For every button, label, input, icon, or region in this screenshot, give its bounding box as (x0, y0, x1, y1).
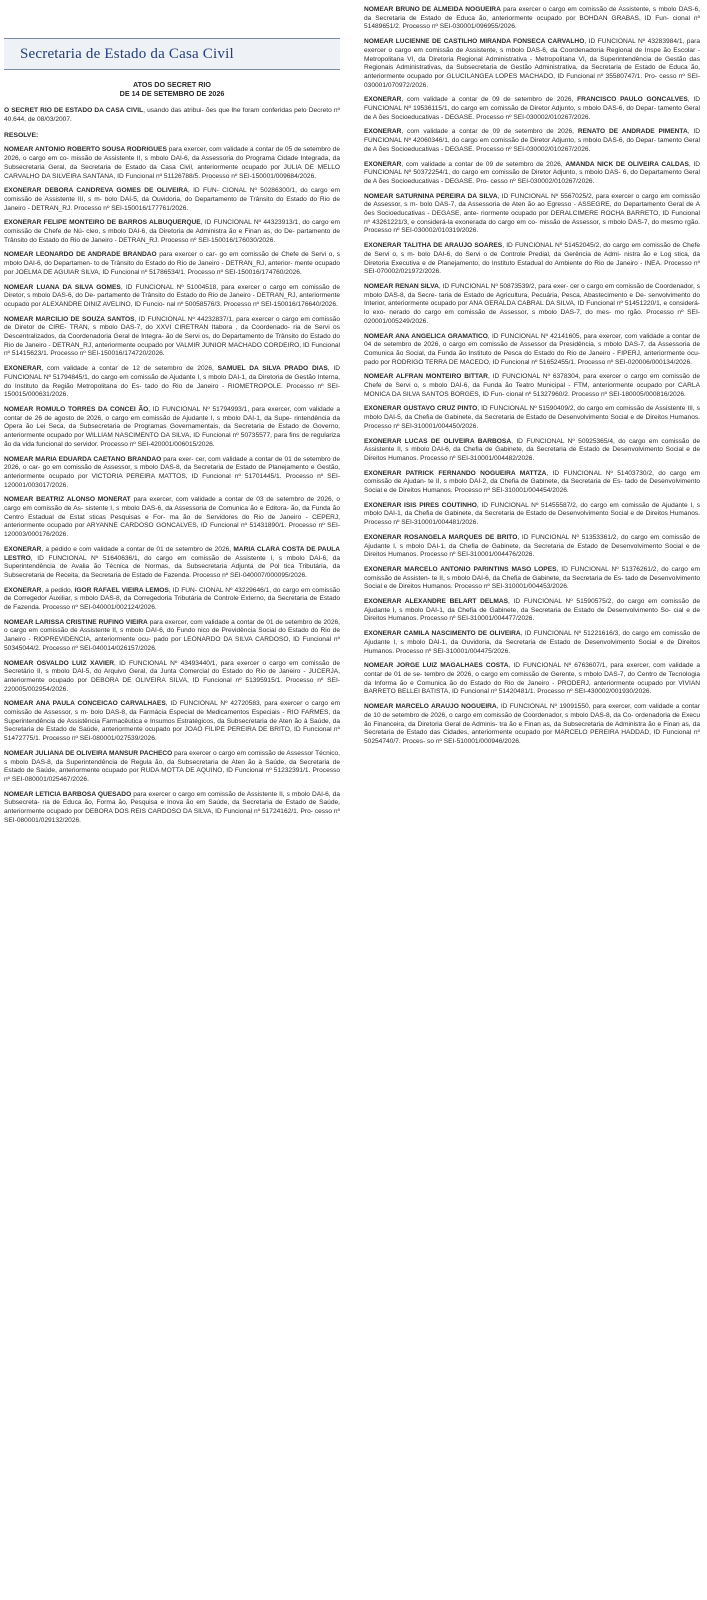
act-heading: NOMEAR RENAN SILVA (364, 282, 439, 290)
act-heading: EXONERAR GUSTAVO CRUZ PINTO (364, 405, 478, 413)
act-text: , ID FUNCIONAL Nº 51794993/1, para exercer, com validade a contar de 26 de agosto de 2026, o cargo em comissão de Ajudante I, s mbolo DAI-1, da Supe- rintendência da Opera ão Lei Seca, da Subsecretaria de Programas Governamentais, da Secretaria de Estado de Governo, anteriormente ocupado por WILLIAM NASCIMENTO DA SILVA, ID Funcional nº 50735577, para fins de regulariza ão da vida funcional do servidor. Processo nº SEI-420001/006015/2026. (4, 405, 340, 448)
act-paragraph (4, 187, 340, 213)
act-text: , ID FUNCIONAL Nº 51452045/2, do cargo em comissão de Chefe de Servi o, s m- bolo DAI-6, do Servi o de Controle Predial, da Gerência de Admi- nistra ão e Log stica, da Diretoria Executiva e de Planejamento, do Instituto Estadual do Ambiente do Rio de Janeiro - INEA. Processo nº SEI-070002/021972/2026. (364, 242, 700, 276)
act-paragraph (364, 161, 700, 187)
act-paragraph (364, 128, 700, 154)
act-heading: NOMEAR MARCELO ARAUJO NOGUEIRA (364, 703, 497, 711)
act-text: , ID FUNCIONAL Nº 51455587/2, do cargo em comissão de Ajudante I, s mbolo DAI-1, da Chefia de Gabinete, da Secretaria de Estado de Desenvolvimento Social e de Direitos Humanos. Processo nº SEI-310001/004481/2026. (364, 501, 700, 527)
preamble-text: , usando das atribui- ões que lhe foram conferidas pelo Decreto nº 40.644, de 08/03/2007. (4, 107, 340, 123)
act-text: , ID FUNCIONAL Nº 6378304, para exercer o cargo em comissão de Chefe de Servi o, s mbolo DAI-6, da Funda ão Teatro Municipal - FTM, anteriormente ocupado por CARLA MONICA DA SILVA SANTOS BORGES, ID Fun- cional nº 51327960/2. Processo nº SEI-180005/000816/2026. (364, 373, 701, 398)
act-name: IGOR RAFAEL VIEIRA LEMOS (74, 586, 169, 594)
act-paragraph (4, 791, 340, 826)
act-heading: NOMEAR ANA PAULA CONCEICAO CARVALHAES (4, 700, 166, 708)
act-heading: EXONERAR ALEXANDRE BELART DELMAS (364, 598, 508, 606)
act-paragraph (4, 587, 340, 613)
act-text: para exercer, com validade a contar de 01 de setembro de 2026, o cargo em comissão de Assistente II, s mbolo DAI-6, do Fundo nico de Previdência Social do Estado do Rio de Janeiro - RIOPREVIDENCIA, anteriormente ocu- pado por LEONARDO DA SILVA CARDOSO, ID Funcional nº 50345044/2. Processo nº SEI-040014/026157/2026. (4, 618, 340, 652)
act-paragraph (364, 405, 700, 431)
act-paragraph (364, 96, 700, 122)
act-heading: NOMEAR MARCILIO DE SOUZA SANTOS (4, 315, 135, 323)
act-text: , ID FUNCIONAL Nº 6763607/1, para exercer, com validade a contar de 01 de se- tembro de 2026, o cargo em comissão de Gerente, s mbolo DAS-7, do Centro de Tecnologia da Informa ão e Comunica ão do Estado do Rio de Janeiro - PRODERJ, anteriormente ocupado por VIVIAN BARRETO BELLEI BATISTA, ID Funcional nº 51420481/1. Processo nº SEI-430002/001930/2026. (364, 662, 700, 696)
act-text: , ID FUNCIONAL Nº 51590575/2, do cargo em comissão de Ajudante I, s mbolo DAI-1, da Chefia de Gabinete, da Secretaria de Estado de Desenvolvimento So- cial e de Direitos Humanos. Processo nº SEI-310001/004477/2026. (364, 598, 701, 623)
act-paragraph (4, 316, 340, 360)
act-paragraph (364, 502, 700, 528)
act-paragraph (364, 470, 700, 496)
act-paragraph (4, 284, 340, 310)
act-paragraph (364, 38, 700, 90)
act-paragraph (4, 219, 340, 245)
act-heading: NOMEAR OSVALDO LUIZ XAVIER (4, 659, 114, 667)
act-paragraph (364, 630, 700, 656)
act-paragraph (364, 703, 700, 747)
act-heading: NOMEAR LEONARDO DE ANDRADE BRANDAO (4, 251, 157, 259)
act-heading: NOMEAR ALFRAN MONTEIRO BITTAR (364, 373, 488, 381)
act-text: para exercer o cargo em comissão de Assistente, s mbolo DAS-6, da Secretaria de Estado de Educa ão, anteriormente ocupado por BOHDAN GRABAS, ID Fun- cional nº 51489651/2. Processo nº SEI-030001/096955/2026. (364, 6, 700, 31)
act-paragraph (364, 438, 700, 464)
act-text: , com validade a contar de 09 de setembro de 2026, (401, 96, 578, 104)
act-paragraph (364, 242, 700, 277)
act-paragraph (364, 598, 700, 624)
act-name: SAMUEL DA SILVA PRADO DIAS (217, 365, 328, 373)
act-heading: NOMEAR ROMULO TORRES DA CONCEI ÃO (4, 405, 149, 413)
act-heading: EXONERAR (4, 365, 42, 373)
act-heading: NOMEAR LUCIENNE DE CASTILHO MIRANDA FONSECA CARVALHO (364, 38, 585, 46)
act-text: , com validade a contar de 09 de setembro de 2026, (401, 128, 578, 136)
department-header (4, 38, 340, 70)
right-column (364, 0, 700, 753)
act-text: para exercer o car- go em comissão de Chefe de Servi o, s mbolo DAI-6, do Departamen- to de Trânsito do Estado do Rio de Janeiro - DETRAN_RJ, anterior- mente ocupado por JOELMA DE AGUIAR SILVA, ID Funcional nº 51786534/1. Processo nº SEI-150016/174760/2026. (4, 251, 341, 276)
act-heading: EXONERAR LUCAS DE OLIVEIRA BARBOSA (364, 437, 512, 445)
act-heading: EXONERAR PATRICK FERNANDO NOGUEIRA MATTZA (364, 469, 547, 477)
act-paragraph (4, 406, 340, 450)
act-text: , ID FUN- CIONAL Nº 43229646/1, do cargo em comissão de Corregedor Auxiliar, s mbolo DAS-8, da Corregedoria Tributária de Controle Externo, da Secretaria de Estado de Fazenda. Processo nº SEI-040001/002124/2026. (4, 586, 340, 612)
right-acts-list (364, 6, 700, 747)
act-paragraph (4, 456, 340, 491)
act-text: , a pedido e com validade a contar de 01 de setembro de 2026, (41, 545, 234, 553)
act-text: para exercer, com validade a contar de 05 de setembro de 2026, o cargo em co- missão de Assistente II, s mbolo DAI-6, da Assessoria do Programa Cidade Integrada, da Subsecretaria Geral, da Secretaria de Estado da Casa Civil, anteriormente ocupado por JULIA DE MELLO CARVALHO DA SILVEIRA SANTANA, ID Funcional nº 51126788/5. Processo nº SEI-150001/009684/2026. (4, 146, 340, 180)
acts-title: ATOS DO SECRET RIO DE 14 DE SETEMBRO DE 2026 (119, 80, 225, 98)
act-text: , ID FUNCIONAL Nº 50372254/1, do cargo em comissão de Diretor Adjunto, s mbolo DAS- 6, do Departamento Geral de A ões Socioeducativas - DEGASE. Pro- cesso nº SEI-030002/010267/2026. (364, 160, 700, 185)
preamble (4, 107, 340, 124)
act-paragraph (364, 534, 700, 560)
act-text: , ID FUNCIONAL Nº 42720583, para exercer o cargo em comissão de Assessor, s m- bolo DAS-8, da Farmácia Especial de Medicamentos Especiais - RIO FARMES, da Superintendência de Assistência Farmacêutica e Insumos Estratégicos, da Subsecretaria de Aten ão à Saúde, da Secretaria de Estado de Saúde, anteriormente ocupado por JOAO FILIPE PEREIRA DE BRITO, ID Funcional nº 51472775/1. Processo nº SEI-080001/027539/2026. (4, 700, 340, 743)
act-text: para exer- cer, com validade a contar de 01 de setembro de 2026, o car- go em comissão de Assessor, s mbolo DAS-8, da Secretaria de Estado de Planejamento e Gestão, anteriormente ocupado por VICTORIA PEREIRA MATTOS, ID Funcional nº 51701445/1. Processo nº SEI-120001/003017/2026. (4, 455, 340, 489)
act-heading: EXONERAR FELIPE MONTEIRO DE BARROS ALBUQUERQUE (4, 219, 201, 227)
act-heading: EXONERAR (364, 160, 402, 168)
act-text: , ID FUNCIONAL Nº 51794845/1, do cargo em comissão de Ajudante I, s mbolo DAI-1, da Diretoria de Gestão Interna, do Instituto da Região Metropolitana do Es- tado do Rio de Janeiro - RIOMETROPOLE. Processo nº SEI-150015/000631/2026. (4, 365, 340, 399)
act-heading: NOMEAR BRUNO DE ALMEIDA NOGUEIRA (364, 6, 501, 13)
act-paragraph (364, 6, 700, 32)
act-text: , ID FUNCIONAL Nº 50873539/2, para exer- cer o cargo em comissão de Coordenador, s mbolo DAS-8, da Secre- taria de Estado de Agricultura, Pecuária, Pesca, Abastecimento e De- senvolvimento do Interior, anteriormente ocupado por ANA GERALDA CABRAL DA SILVA, ID Funcional nº 51451220/1, e considerá-lo exo- nerado do cargo em comissão de Assessor, s mbolo DAS-7, do mes- mo rgão. Processo nº SEI-020001/005249/2026. (364, 282, 700, 325)
act-text: , ID FUNCIONAL Nº 50925365/4, do cargo em comissão de Assistente II, s mbolo DAI-6, da Chefia de Gabinete, da Secretaria de Estado de Desenvolvimento Social e de Direitos Humanos. Processo nº SEI-310001/004482/2026. (364, 437, 701, 462)
act-text: , ID FUNCIONAL Nº 51221616/3, do cargo em comissão de Ajudante I, s mbolo DAI-1, da Ouvidoria, da Secretaria de Estado de Desenvolvimento Social e de Direitos Humanos. Processo nº SEI-310001/004475/2026. (364, 630, 700, 655)
act-heading: EXONERAR MARCELO ANTONIO PARINTINS MASO LOPES (364, 565, 557, 573)
act-paragraph (4, 251, 340, 277)
act-name: AMANDA NICK DE OLIVEIRA CALDAS (565, 160, 689, 168)
act-heading: EXONERAR DEBORA CANDREVA GOMES DE OLIVEIRA (4, 187, 188, 195)
act-text: , ID FUNCIONAL Nº 44323913/1, do cargo em comissão de Chefe de Nú- cleo, s mbolo DAI-6, da Diretoria de Administra ão e Finan as, do De- partamento de Trânsito do Estado do Rio de Janeiro - DETRAN_RJ. Processo nº SEI-150016/176030/2026. (4, 219, 340, 244)
act-heading: EXONERAR TALITHA DE ARAUJO SOARES (364, 242, 503, 250)
act-heading: NOMEAR LUANA DA SILVA GOMES (4, 283, 121, 291)
act-heading: EXONERAR (364, 128, 402, 136)
act-heading: EXONERAR (4, 545, 42, 553)
act-paragraph (364, 373, 700, 399)
resolve-label: RESOLVE: (4, 132, 39, 140)
act-heading: NOMEAR ANA ANGELICA GRAMATICO (364, 332, 488, 340)
act-heading: NOMEAR JORGE LUIZ MAGALHAES COSTA (364, 662, 509, 670)
act-text: para exercer o cargo em comissão de Assistente II, s mbolo DAI-6, da Subsecreta- ria de Educa ão, Forma ão, Pesquisa e Inova ão em Saúde, da Secretaria de Estado de Saúde, anteriormente ocupado por DEBORA DOS REIS CARDOSO DA SILVA, ID Funcional nº 51724162/1. Pro- cesso nº SEI-080001/029132/2026. (4, 790, 340, 824)
act-paragraph (364, 662, 700, 697)
act-text: para exercer, com validade a contar de 03 de setembro de 2026, o cargo em comissão de As- sistente I, s mbolo DAS-6, da Assessoria de Comunica ão e Editora- ão, da Funda ão Centro Estadual de Estat sticas Pesquisas e For- ma ão de Servidores do Rio de Janeiro - CEPERJ, anteriormente ocupado por ARYANNE CARDOSO GONCALVES, ID Funcional nº 51431890/1. Processo nº SEI-120003/000176/2026. (4, 496, 340, 539)
act-text: , ID FUNCIONAL Nº 43493440/1, para exercer o cargo em comissão de Secretário II, s mbolo DAI-5, do Arquivo Geral, da Junta Comercial do Estado do Rio de Janeiro - JUCERJA, anteriormente ocupado por DEBORA DE OLIVEIRA SILVA, ID Funcional nº 51395915/1. Processo nº SEI-220005/002954/2026. (4, 659, 340, 693)
left-acts-list (4, 146, 340, 825)
act-paragraph (364, 193, 700, 237)
act-text: , ID FUNCIONAL Nº 51004518, para exercer o cargo em comissão de Diretor, s mbolo DAS-6, do De- partamento de Trânsito do Estado do Rio de Janeiro - DETRAN_RJ, anteriormente ocupado por ALEXANDRE DINIZ AVELINO, ID Funcio- nal nº 50058576/3. Processo nº SEI-150016/176640/2026. (4, 283, 340, 308)
act-heading: EXONERAR (364, 96, 402, 104)
act-heading: NOMEAR ANTONIO ROBERTO SOUSA RODRIGUES (4, 146, 167, 154)
act-heading: EXONERAR CAMILA NASCIMENTO DE OLIVEIRA (364, 630, 521, 638)
department-title: Secretaria de Estado da Casa Civil (20, 45, 234, 62)
act-name: RENATO DE ANDRADE PIMENTA (577, 128, 688, 136)
act-paragraph (364, 333, 700, 368)
act-text: , ID FUNCIONAL Nº 43283984/1, para exercer o cargo em comissão de Assistente, s mbolo DAS-6, da Coordenadoria Regional de Inspe ão Escolar - Metropolitana VI, da Diretoria Regional Administrativa - Metropolitana VI, da Superintendência de Gestão das Regionais Administrativas, da Subsecretaria de Gestão Administrativa, da Secretaria de Estado de Educa ão, anteriormente ocupado por GLUCILANGEA LOPES MACHADO, ID Funcional nº 35580747/1. Pro- cesso nº SEI-030001/070972/2026. (364, 38, 700, 89)
act-heading: NOMEAR SATURNINA PEREIRA DA SILVA (364, 192, 498, 200)
left-column (4, 0, 340, 832)
act-paragraph (4, 700, 340, 744)
act-heading: EXONERAR ISIS PIRES COUTINHO (364, 501, 477, 509)
act-heading: NOMEAR BEATRIZ ALONSO MONERAT (4, 496, 131, 504)
act-paragraph (4, 146, 340, 181)
act-heading: EXONERAR ROSANGELA MARQUES DE BRITO (364, 533, 518, 541)
act-heading: NOMEAR LETICIA BARBOSA QUESADO (4, 790, 132, 798)
act-paragraph (4, 365, 340, 400)
act-text: , ID FUNCIONAL Nº 51590409/2, do cargo em comissão de Assistente III, s mbolo DAI-5, da Chefia de Gabinete, da Secretaria de Estado de Desenvolvimento Social e de Direitos Humanos. Processo nº SEI-310001/004450/2026. (364, 405, 700, 430)
act-text: , a pedido, (41, 586, 75, 594)
act-heading: EXONERAR (4, 586, 42, 594)
act-heading: NOMEAR MARIA EDUARDA CAETANO BRANDAO (4, 455, 162, 463)
act-paragraph (4, 660, 340, 695)
act-paragraph (4, 750, 340, 785)
act-paragraph (4, 619, 340, 654)
act-name: FRANCISCO PAULO GONCALVES (577, 96, 688, 104)
act-paragraph (364, 566, 700, 592)
act-text: , ID FUNCIONAL Nº 19536115/1, do cargo em comissão de Diretor Adjunto, s mbolo DAS-6, do Depar- tamento Geral de A ões Socioeducativas - DEGASE. Processo nº SEI-030002/010267/2026. (364, 96, 700, 121)
act-text: , ID FUNCIONAL Nº 19091550, para exercer, com validade a contar de 10 de setembro de 2026, o cargo em comissão de Coordenador, s mbolo DAS-8, da Co- ordenadoria de Execu ão Financeira, da Diretoria Geral de Adminis- tra ão e Finan as, da Subsecretaria de Administra ão e Finan as, da Secretaria de Estado das Cidades, anteriormente ocupado por MARCELO PEREIRA HADDAD, ID Funcional nº 50254740/7. Proces- so nº SEI-510001/000946/2026. (364, 703, 700, 745)
act-text: , com validade a contar de 09 de setembro de 2026, (401, 160, 566, 168)
act-text: , ID FUNCIONAL Nº 5567025/2, para exercer o cargo em comissão de Assessor, s m- bolo DAS-7, da Assessoria de Aten ão ao Egresso - ASSEGRE, do Departamento Geral de A ões Socioeducativas - DEGASE, ante- riormente ocupado por DERALCIMERE ROCHA BARRETO, ID Funcional nº 43261221/3, e considerá-la exonerada do cargo em co- missão de Assessor, s mbolo DAS-7, do mesmo rgão. Processo nº SEI-030002/010319/2026. (364, 192, 700, 235)
act-text: , com validade a contar de 12 de setembro de 2026, (41, 365, 218, 373)
act-text: , ID FUNCIONAL Nº 42060346/1, do cargo em comissão de Diretor Adjunto, s mbolo DAS-6, do Depar- tamento Geral de A ões Socioeducativas - DEGASE. Processo nº SEI-030002/010267/2026. (364, 128, 700, 153)
act-text: , ID FUNCIONAL Nº 51353361/2, do cargo em comissão de Ajudante I, s mbolo DAI-1, da Chefia de Gabinete, da Secretaria de Estado de Desenvolvimento Social e de Direitos Humanos. Processo nº SEI-310001/004476/2026. (364, 533, 700, 559)
act-text: , ID FUN- CIONAL Nº 50286300/1, do cargo em comissão de Assistente III, s m- bolo DAI-5, da Ouvidoria, do Departamento de Trânsito do Estado do Rio de Janeiro - DETRAN_RJ. Processo nº SEI-150016/177761/2026. (4, 187, 340, 212)
act-text: , ID FUNCIONAL Nº 51640636/1, do cargo em comissão de Assistente I, s mbolo DAI-6, da Superintendência de Avalia ão Técnica de Normas, da Subsecretaria Adjunta de Pol tica Tributária, da Subsecretaria de Receita, da Secretaria de Estado de Fazenda. Processo nº SEI-040007/000095/2026. (4, 554, 340, 579)
preamble-authority: O SECRET RIO DE ESTADO DA CASA CIVIL (4, 107, 144, 114)
act-text: , ID FUNCIONAL Nº 51376261/2, do cargo em comissão de Assisten- te II, s mbolo DAI-6, da Chefia de Gabinete, da Secretaria de Es- tado de Desenvolvimento Social e de Direitos Humanos. Processo nº SEI-310001/004453/2026. (364, 565, 701, 591)
act-name: MARIA CLARA COSTA DE PAULA LESTRO (4, 545, 341, 562)
act-heading: NOMEAR JULIANA DE OLIVEIRA MANSUR PACHECO (4, 749, 173, 757)
act-text: para exercer o cargo em comissão de Assessor Técnico, s mbolo DAS-8, da Superintendência de Regula ão, da Subsecretaria de Aten ão à Saúde, da Secretaria de Estado de Saúde, anteriormente ocupado por RUDA MOTTA DE AQUINO, ID Funcional nº 51232391/1. Processo nº SEI-080001/025467/2026. (4, 749, 341, 783)
act-paragraph (364, 283, 700, 327)
act-paragraph (4, 546, 340, 581)
act-heading: NOMEAR LARISSA CRISTINE RUFINO VIEIRA (4, 618, 148, 626)
act-paragraph (4, 496, 340, 540)
act-text: , ID FUNCIONAL Nº 51403730/2, do cargo em comissão de Ajudan- te II, s mbolo DAI-2, da Chefia de Gabinete, da Secretaria de Es- tado de Desenvolvimento Social e de Direitos Humanos. Processo nº SEI-310001/004454/2026. (364, 469, 700, 495)
act-text: , ID FUNCIONAL Nº 44232837/1, para exercer o cargo em comissão de Diretor de CIRE- TRAN, s mbolo DAS-7, do XXVI CIRETRAN Itabora , da Coordenado- ria de Servi os Descentralizados, da Coordenadoria Geral de Integra- ão de Servi os, do Departamento de Trânsito do Estado do Rio de Janeiro - DETRAN_RJ, anteriormente ocupado por VALMIR JUNIOR MACHADO CORDEIRO, ID Funcional nº 51415623/1. Processo nº SEI-150016/174720/2026. (4, 315, 340, 358)
act-text: , ID FUNCIONAL Nº 42141605, para exercer, com validade a contar de 04 de setembro de 2026, o cargo em comissão de Assessor da Presidência, s mbolo DAS-7, da Assessoria de Comunica ão Social, da Funda ão Instituto de Pesca do Estado do Rio de Janeiro - FIPERJ, anteriormente ocu- pado por RODRIGO TERRA DE MACEDO, ID Funcional nº 51652455/1. Processo nº SEI-020006/000134/2026. (364, 332, 700, 366)
